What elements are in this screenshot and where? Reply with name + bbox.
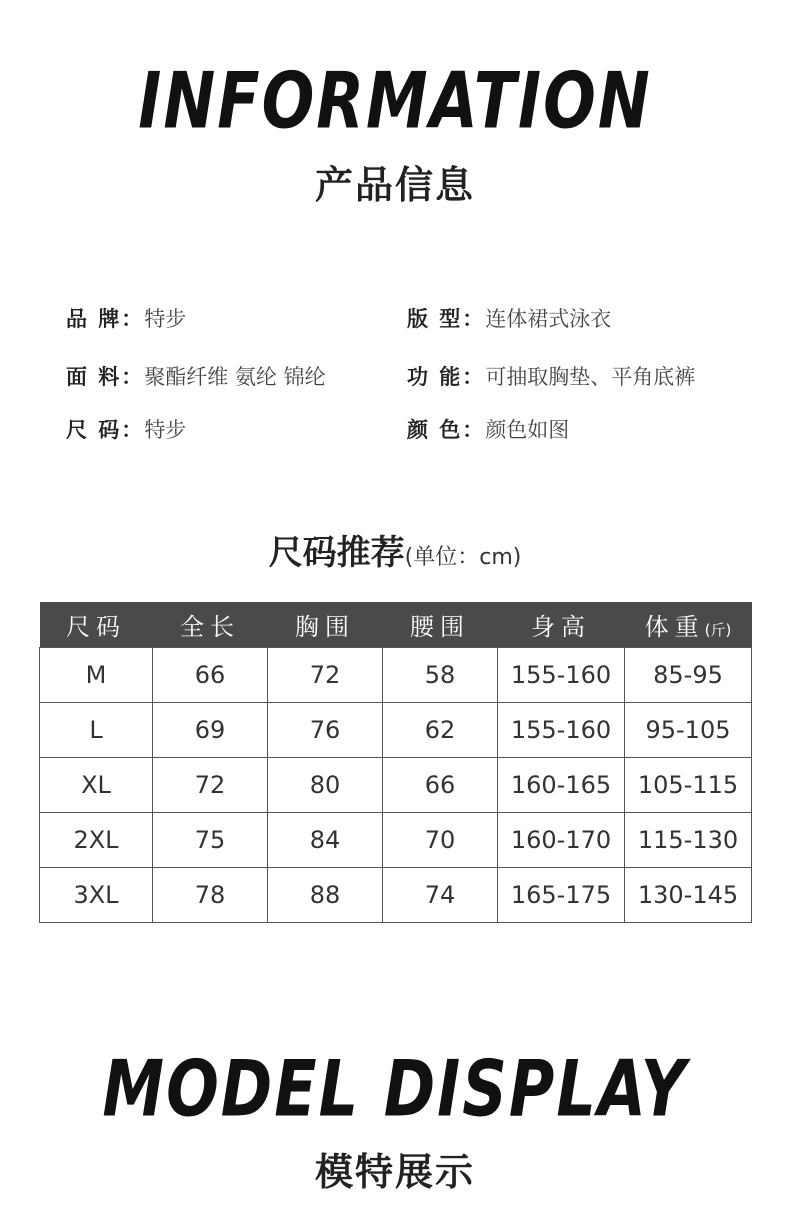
information-heading: INFORMATION (138, 54, 652, 147)
cell-weight: 95-105 (625, 703, 752, 758)
cell-height: 160-170 (498, 813, 625, 868)
cell-length: 72 (153, 758, 268, 813)
size-chart-title-text: 尺码推荐 (268, 533, 405, 573)
header-length: 全长 (153, 602, 268, 648)
cell-waist: 58 (383, 648, 498, 703)
spec-feature (407, 361, 695, 391)
size-table (39, 602, 752, 923)
spec-style-label: 版 型： (407, 307, 486, 331)
size-chart-title (0, 525, 790, 574)
cell-height: 165-175 (498, 868, 625, 923)
size-chart-unit: (单位：cm) (404, 545, 522, 570)
cell-length: 78 (153, 868, 268, 923)
spec-fabric-label: 面 料： (66, 365, 145, 389)
spec-color (407, 414, 569, 444)
spec-brand (66, 303, 186, 333)
cell-waist: 74 (383, 868, 498, 923)
cell-bust: 80 (268, 758, 383, 813)
spec-fabric (66, 361, 326, 391)
spec-feature-value: 可抽取胸垫、平角底裤 (485, 365, 696, 389)
cell-height: 160-165 (498, 758, 625, 813)
cell-size: XL (40, 758, 153, 813)
cell-weight: 115-130 (625, 813, 752, 868)
table-row (40, 758, 752, 813)
header-weight-unit: (斤) (704, 621, 732, 639)
spec-brand-label: 品 牌： (66, 307, 145, 331)
spec-color-label: 颜 色： (407, 418, 486, 442)
cell-bust: 76 (268, 703, 383, 758)
model-display-subheading: 模特展示 (314, 1150, 475, 1194)
table-row (40, 648, 752, 703)
header-waist: 腰围 (383, 602, 498, 648)
cell-weight: 105-115 (625, 758, 752, 813)
header-height: 身高 (498, 602, 625, 648)
cell-size: L (40, 703, 153, 758)
spec-style (407, 303, 611, 333)
table-row (40, 813, 752, 868)
spec-color-value: 颜色如图 (485, 418, 570, 442)
product-info-subheading: 产品信息 (314, 163, 475, 207)
spec-style-value: 连体裙式泳衣 (485, 307, 612, 331)
table-row (40, 868, 752, 923)
cell-size: M (40, 648, 153, 703)
cell-size: 3XL (40, 868, 153, 923)
cell-waist: 66 (383, 758, 498, 813)
header-bust: 胸围 (268, 602, 383, 648)
spec-fabric-value: 聚酯纤维 氨纶 锦纶 (144, 365, 326, 389)
cell-weight: 130-145 (625, 868, 752, 923)
spec-feature-label: 功 能： (407, 365, 486, 389)
cell-height: 155-160 (498, 703, 625, 758)
header-weight (625, 602, 752, 648)
size-table-header-row (40, 602, 752, 648)
cell-length: 69 (153, 703, 268, 758)
cell-bust: 88 (268, 868, 383, 923)
cell-length: 66 (153, 648, 268, 703)
header-size: 尺码 (40, 602, 153, 648)
cell-bust: 72 (268, 648, 383, 703)
cell-waist: 62 (383, 703, 498, 758)
spec-brand-value: 特步 (144, 307, 187, 331)
spec-size-label: 尺 码： (66, 418, 145, 442)
header-weight-label: 体重 (644, 613, 705, 641)
cell-height: 155-160 (498, 648, 625, 703)
cell-weight: 85-95 (625, 648, 752, 703)
cell-size: 2XL (40, 813, 153, 868)
cell-bust: 84 (268, 813, 383, 868)
spec-size (66, 414, 186, 444)
table-row (40, 703, 752, 758)
cell-waist: 70 (383, 813, 498, 868)
cell-length: 75 (153, 813, 268, 868)
spec-size-value: 特步 (144, 418, 187, 442)
model-display-heading: MODEL DISPLAY (102, 1042, 688, 1135)
